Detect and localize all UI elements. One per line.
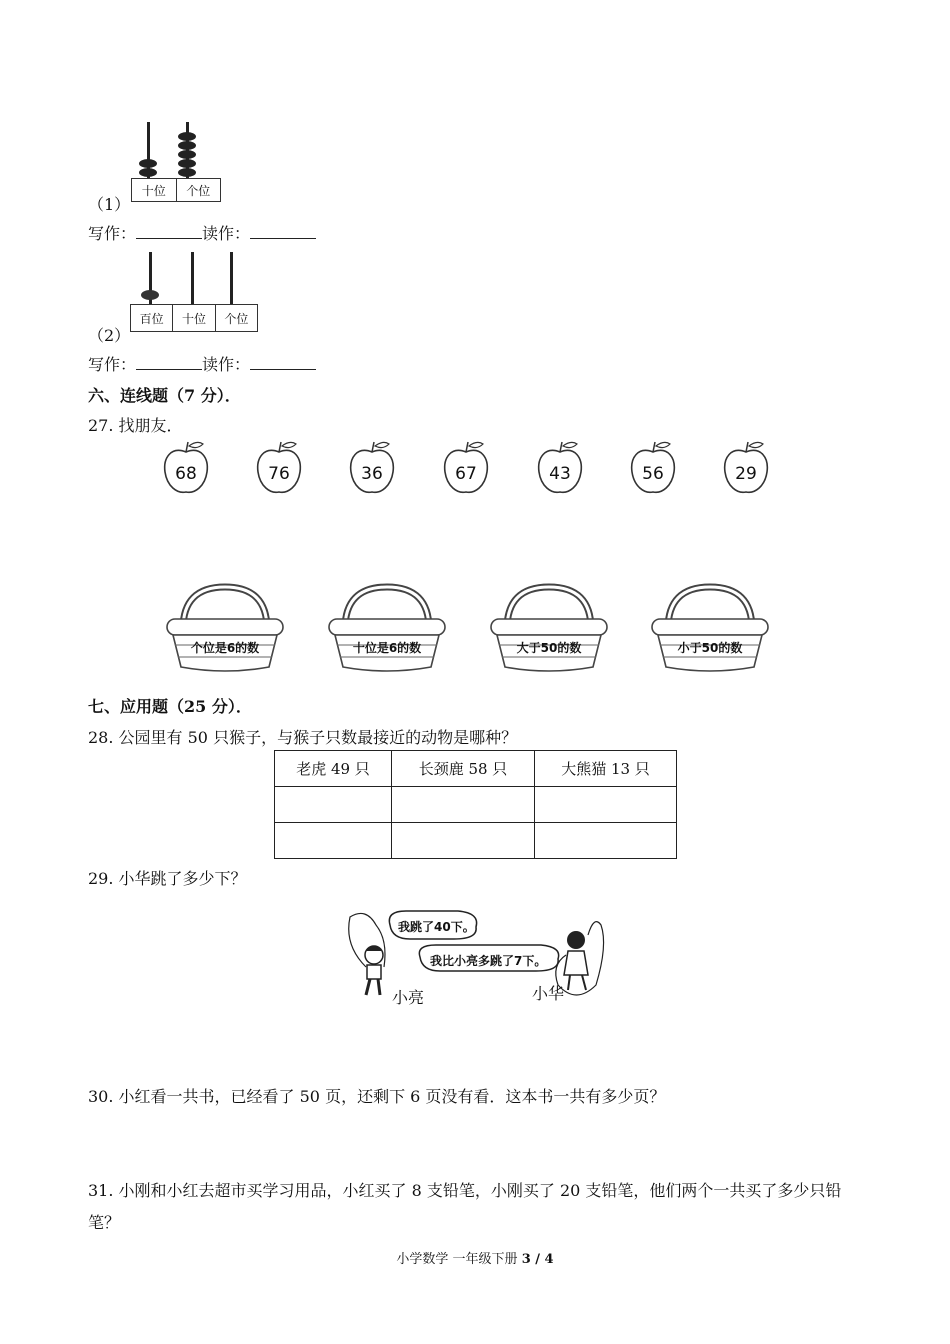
abacus-bead	[139, 168, 157, 177]
section-7-title: 七、应用题（25 分）．	[88, 697, 252, 716]
apple-label: 36	[361, 464, 383, 484]
footer-text: 小学数学 一年级下册	[396, 1252, 518, 1267]
apple-label: 76	[268, 464, 290, 484]
abacus-bead	[178, 159, 196, 168]
name-xiaoliang: 小亮	[392, 988, 425, 1007]
q31-line-1: 31. 小刚和小红去超市买学习用品，小红买了 8 支铅笔，小刚买了 20 支铅笔，他们两个一共买了多少只铅	[88, 1181, 842, 1200]
abacus-rod-ones	[230, 252, 233, 304]
write-label: 写作：	[88, 224, 137, 243]
abacus-rod-tens	[191, 252, 194, 304]
basket-label: 个位是6的数	[190, 641, 260, 655]
q29-text: 29. 小华跳了多少下？	[88, 869, 247, 888]
q31-line-2: 笔？	[88, 1213, 121, 1232]
write-label: 写作：	[88, 355, 137, 374]
basket[interactable]	[165, 583, 285, 675]
page-number: 3 / 4	[521, 1252, 554, 1267]
table-cell[interactable]	[275, 787, 392, 823]
table-cell[interactable]	[392, 823, 535, 859]
read-label: 读作：	[202, 355, 251, 374]
abacus-bead	[141, 290, 159, 300]
abacus-place-label: 十位	[132, 179, 177, 201]
q27-text: 27. 找朋友．	[88, 416, 183, 435]
abacus-1	[128, 118, 223, 203]
table-cell[interactable]	[535, 823, 677, 859]
table-cell[interactable]	[275, 823, 392, 859]
abacus-place-label: 十位	[173, 305, 215, 331]
apple-label: 29	[735, 464, 757, 484]
part-1-label: （1）	[88, 195, 131, 214]
name-xiaohua: 小华	[532, 984, 565, 1003]
apple-number[interactable]	[161, 438, 211, 498]
table-row	[275, 751, 677, 787]
abacus-bead	[178, 168, 196, 177]
speech-bubble-2: 我比小亮多跳了7下。	[430, 954, 547, 968]
write-read-line-1	[88, 221, 316, 244]
apple-label: 56	[642, 464, 664, 484]
write-read-line-2	[88, 352, 316, 375]
read-label: 读作：	[202, 224, 251, 243]
apple-number[interactable]	[628, 438, 678, 498]
basket-label: 小于50的数	[677, 641, 743, 655]
abacus-bead	[139, 159, 157, 168]
part-2-label: （2）	[88, 326, 131, 345]
basket[interactable]	[489, 583, 609, 675]
basket-label: 大于50的数	[516, 641, 582, 655]
table-header-giraffe: 长颈鹿 58 只	[392, 751, 535, 787]
read-blank[interactable]	[250, 355, 316, 370]
table-cell[interactable]	[535, 787, 677, 823]
write-blank[interactable]	[136, 355, 202, 370]
apple-number[interactable]	[254, 438, 304, 498]
basket[interactable]	[650, 583, 770, 675]
animals-table	[274, 750, 677, 859]
apple-label: 67	[455, 464, 477, 484]
abacus-bead	[178, 141, 196, 150]
table-cell[interactable]	[392, 787, 535, 823]
apple-number[interactable]	[721, 438, 771, 498]
table-header-tiger: 老虎 49 只	[275, 751, 392, 787]
apple-number[interactable]	[441, 438, 491, 498]
abacus-place-label: 百位	[131, 305, 173, 331]
section-6-title: 六、连线题（7 分）．	[88, 386, 241, 405]
speech-bubble-1: 我跳了40下。	[398, 920, 475, 934]
abacus-place-label: 个位	[224, 311, 249, 326]
abacus-place-box	[130, 304, 258, 332]
abacus-bead	[178, 150, 196, 159]
basket-label: 十位是6的数	[352, 641, 422, 655]
apple-number[interactable]	[347, 438, 397, 498]
write-blank[interactable]	[136, 224, 202, 239]
apple-number[interactable]	[535, 438, 585, 498]
page-footer	[0, 1248, 950, 1267]
table-row	[275, 787, 677, 823]
abacus-place-label: 个位	[186, 183, 211, 198]
q30-text: 30. 小红看一共书，已经看了 50 页，还剩下 6 页没有看．这本书一共有多少页？	[88, 1087, 666, 1106]
read-blank[interactable]	[250, 224, 316, 239]
basket[interactable]	[327, 583, 447, 675]
table-header-panda: 大熊猫 13 只	[535, 751, 677, 787]
abacus-place-box	[131, 178, 221, 202]
jump-rope-illustration	[336, 905, 621, 1010]
apple-label: 68	[175, 464, 197, 484]
q28-text: 28. 公园里有 50 只猴子，与猴子只数最接近的动物是哪种？	[88, 728, 518, 747]
table-row	[275, 823, 677, 859]
apple-label: 43	[549, 464, 571, 484]
abacus-bead	[178, 132, 196, 141]
abacus-2	[128, 248, 263, 338]
